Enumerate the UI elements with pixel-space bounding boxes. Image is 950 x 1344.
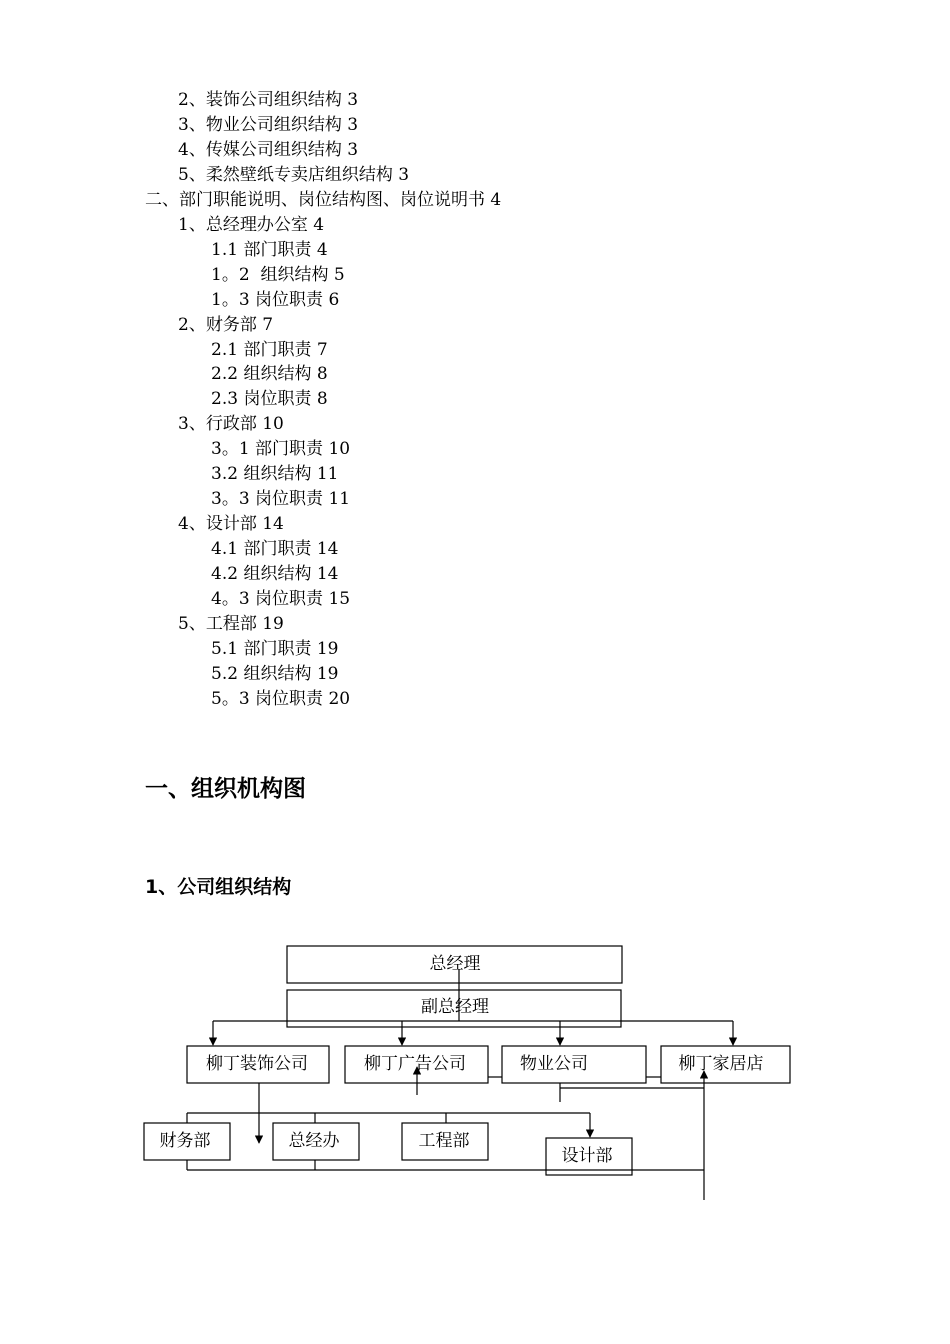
toc-entry: 2、装饰公司组织结构 3	[178, 90, 359, 110]
toc-entry: 1。3 岗位职责 6	[211, 289, 340, 310]
gm-label: 总经理	[429, 954, 481, 974]
toc-entry: 2.3 岗位职责 8	[211, 389, 328, 410]
toc-entry: 3、行政部 10	[178, 414, 284, 435]
toc-entry: 2、财务部 7	[178, 314, 274, 335]
dept-label: 设计部	[561, 1146, 613, 1166]
toc-entry: 4。3 岗位职责 15	[211, 589, 351, 609]
section-title: 一、组织机构图	[145, 776, 306, 802]
company-label: 柳丁装饰公司	[206, 1054, 308, 1074]
toc-entry: 3。3 岗位职责 11	[211, 489, 351, 510]
dept-label: 财务部	[159, 1131, 211, 1151]
toc-entry: 5、柔然壁纸专卖店组织结构 3	[178, 164, 410, 185]
toc-entry: 二、部门职能说明、岗位结构图、岗位说明书 4	[145, 189, 502, 210]
toc-entry: 3.2 组织结构 11	[211, 464, 339, 485]
toc-entry: 4、传媒公司组织结构 3	[178, 139, 359, 160]
dept-label: 总经办	[288, 1131, 340, 1151]
toc-entry: 3。1 部门职责 10	[211, 439, 351, 460]
toc-entry: 5、工程部 19	[178, 613, 284, 634]
toc-entry: 1。2 组织结构 5	[211, 264, 345, 285]
toc-entry: 4.1 部门职责 14	[211, 539, 339, 560]
toc-entry: 4、设计部 14	[178, 514, 284, 535]
subsection-title: 1、公司组织结构	[145, 876, 292, 898]
toc-entry: 5。3 岗位职责 20	[211, 688, 351, 709]
toc-entry: 1、总经理办公室 4	[178, 214, 325, 235]
toc-entry: 2.1 部门职责 7	[211, 339, 328, 360]
toc-entry: 3、物业公司组织结构 3	[178, 114, 359, 135]
deputy-label: 副总经理	[421, 997, 489, 1017]
company-label: 柳丁广告公司	[364, 1054, 466, 1074]
company-label: 物业公司	[520, 1054, 588, 1074]
toc-entry: 5.2 组织结构 19	[211, 663, 339, 684]
toc-entry: 4.2 组织结构 14	[211, 564, 339, 585]
toc-entry: 5.1 部门职责 19	[211, 638, 339, 659]
toc-entry: 2.2 组织结构 8	[211, 364, 328, 385]
company-label: 柳丁家居店	[678, 1054, 764, 1074]
dept-label: 工程部	[418, 1131, 470, 1151]
toc-entry: 1.1 部门职责 4	[211, 239, 328, 260]
